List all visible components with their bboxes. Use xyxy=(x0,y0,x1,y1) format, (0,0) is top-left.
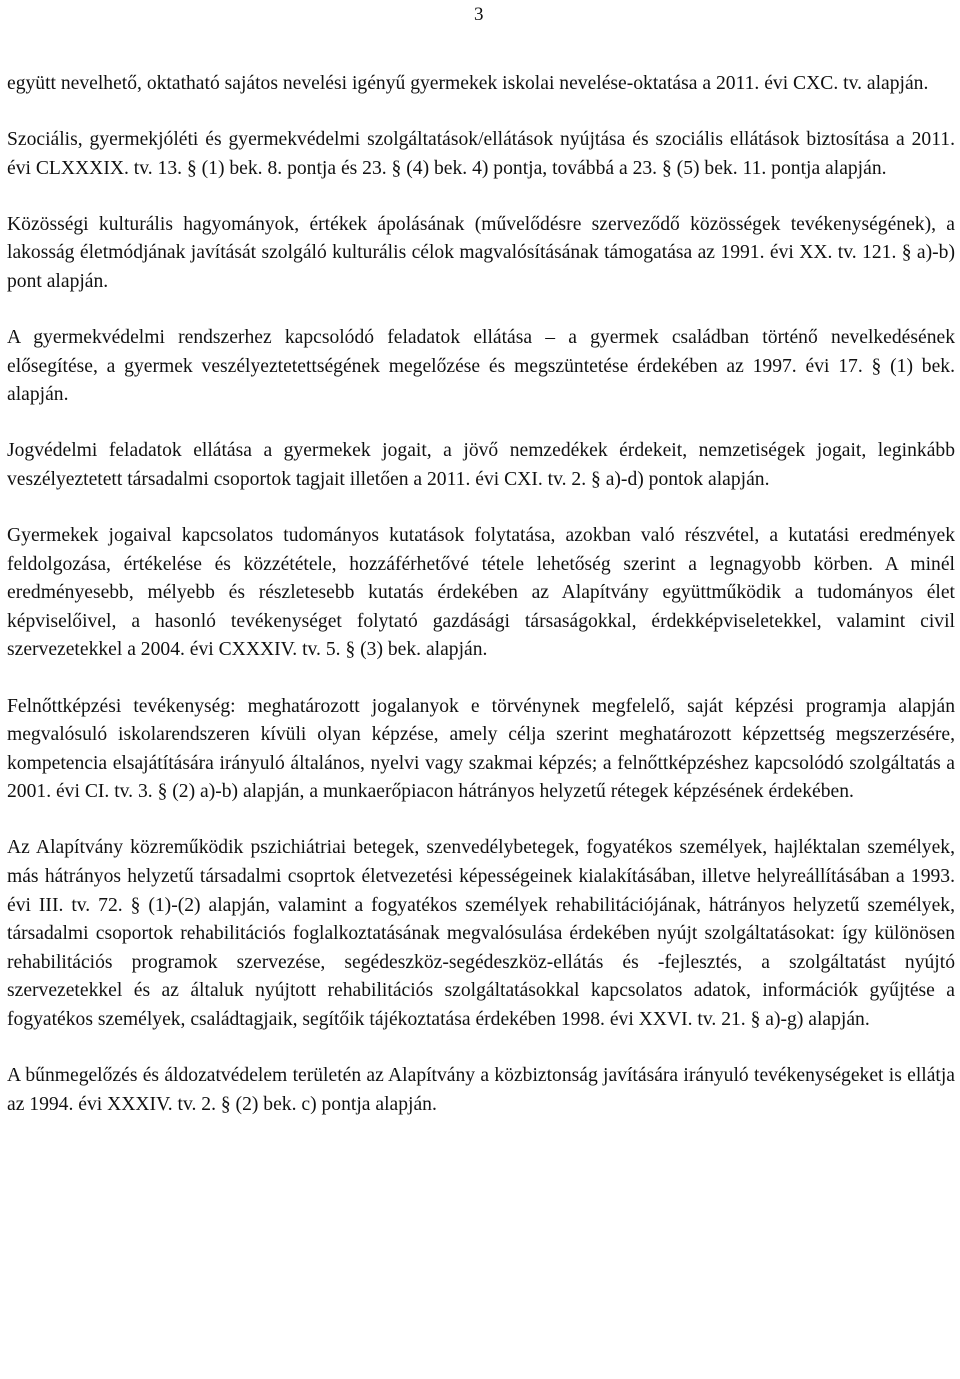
paragraph-legal-protection: Jogvédelmi feladatok ellátása a gyermekek jogait, a jövő nemzedékek érdekeit, nemzetiségek jogait, leginkább veszélyeztetett társadalmi csoportok tagjait illetően a 2011. évi CXI. tv. 2. § a)-d) pontok alapján. xyxy=(7,440,955,490)
paragraph-adult-education: Felnőttképzési tevékenység: meghatározott jogalanyok e törvénynek megfelelő, saját képzési programja alapján megvalósuló iskolarendszeren kívüli olyan képzése, amely célja szerint meghatározott képzettség megszerzésére, kompetencia elsajátítására irányuló általános, nyelvi vagy szakmai képzés; a felnőttképzéshez kapcsolódó szolgáltatás a 2001. évi CI. tv. 3. § (2) a)-b) alapján, a munkaerőpiacon hátrányos helyzetű rétegek képzésének érdekében. xyxy=(7,695,955,803)
paragraph-scientific-research: Gyermekek jogaival kapcsolatos tudományos kutatások folytatása, azokban való részvétel, a kutatási eredmények feldolgozása, értékelése és közzététele, hozzáférhetővé tétele lehetőség szerint a legnagyobb körben. A minél eredményesebb, mélyebb és részletesebb kutatás érdekében az Alapítvány együttműködik a tudományos élet képviselőivel, a hasonló tevékenységet folytató gazdásági társaságokkal, érdekképviseletekkel, valamint civil szervezetekkel a 2004. évi CXXXIV. tv. 5. § (3) bek. alapján. xyxy=(7,525,955,661)
document-body xyxy=(7,70,955,1119)
page-number: 3 xyxy=(474,4,484,25)
paragraph-crime-prevention: A bűnmegelőzés és áldozatvédelem területén az Alapítvány a közbiztonság javítására irányuló tevékenységeket is ellátja az 1994. évi XXXIV. tv. 2. § (2) bek. c) pontja alapján. xyxy=(7,1065,955,1115)
paragraph-rehabilitation: Az Alapítvány közreműködik pszichiátriai betegek, szenvedélybetegek, fogyatékos személyek, hajléktalan személyek, más hátrányos helyzetű társadalmi csoprtok életvezetési képességeinek kialakításában, illetve helyreállításában a 1993. évi III. tv. 72. § (1)-(2) alapján, valamint a fogyatékos személyek rehabilitációjának, hátrányos helyzetű személyek, társadalmi csoportok rehabilitációs foglalkoztatásának megvalósulása érdekében nyújt szolgáltatásokat: így különösen rehabilitációs programok szervezése, segédeszköz-segédeszköz-ellátás és -fejlesztés, a szolgáltatást nyújtó szervezetekkel és az általuk nyújtott rehabilitációs szolgáltatásokkal kapcsolatos adatok, információk gyűjtése a fogyatékos személyek, családtagjaik, segítőik tájékoztatása érdekében 1998. évi XXVI. tv. 21. § a)-g) alapján. xyxy=(7,837,955,1030)
paragraph-social-services: Szociális, gyermekjóléti és gyermekvédelmi szolgáltatások/ellátások nyújtása és szociális ellátások biztosítása a 2011. évi CLXXXIX. tv. 13. § (1) bek. 8. pontja és 23. § (4) bek. 4) pontja, továbbá a 23. § (5) bek. 11. pontja alapján. xyxy=(7,129,955,179)
paragraph-child-protection: A gyermekvédelmi rendszerhez kapcsolódó feladatok ellátása – a gyermek családban történő nevelkedésének elősegítése, a gyermek veszélyeztetettségének megelőzése és megszüntetése érdekében az 1997. évi 17. § (1) bek. alapján. xyxy=(7,327,955,406)
paragraph-cultural-traditions: Közösségi kulturális hagyományok, értékek ápolásának (művelődésre szerveződő közösségek tevékenységének), a lakosság életmódjának javítását szolgáló kulturális célok magvalósításának támogatása az 1991. évi XX. tv. 121. § a)-b) pont alapján. xyxy=(7,213,955,292)
paragraph-sen-education: együtt nevelhető, oktatható sajátos nevelési igényű gyermekek iskolai nevelése-oktatása a 2011. évi CXC. tv. alapján. xyxy=(7,73,929,94)
